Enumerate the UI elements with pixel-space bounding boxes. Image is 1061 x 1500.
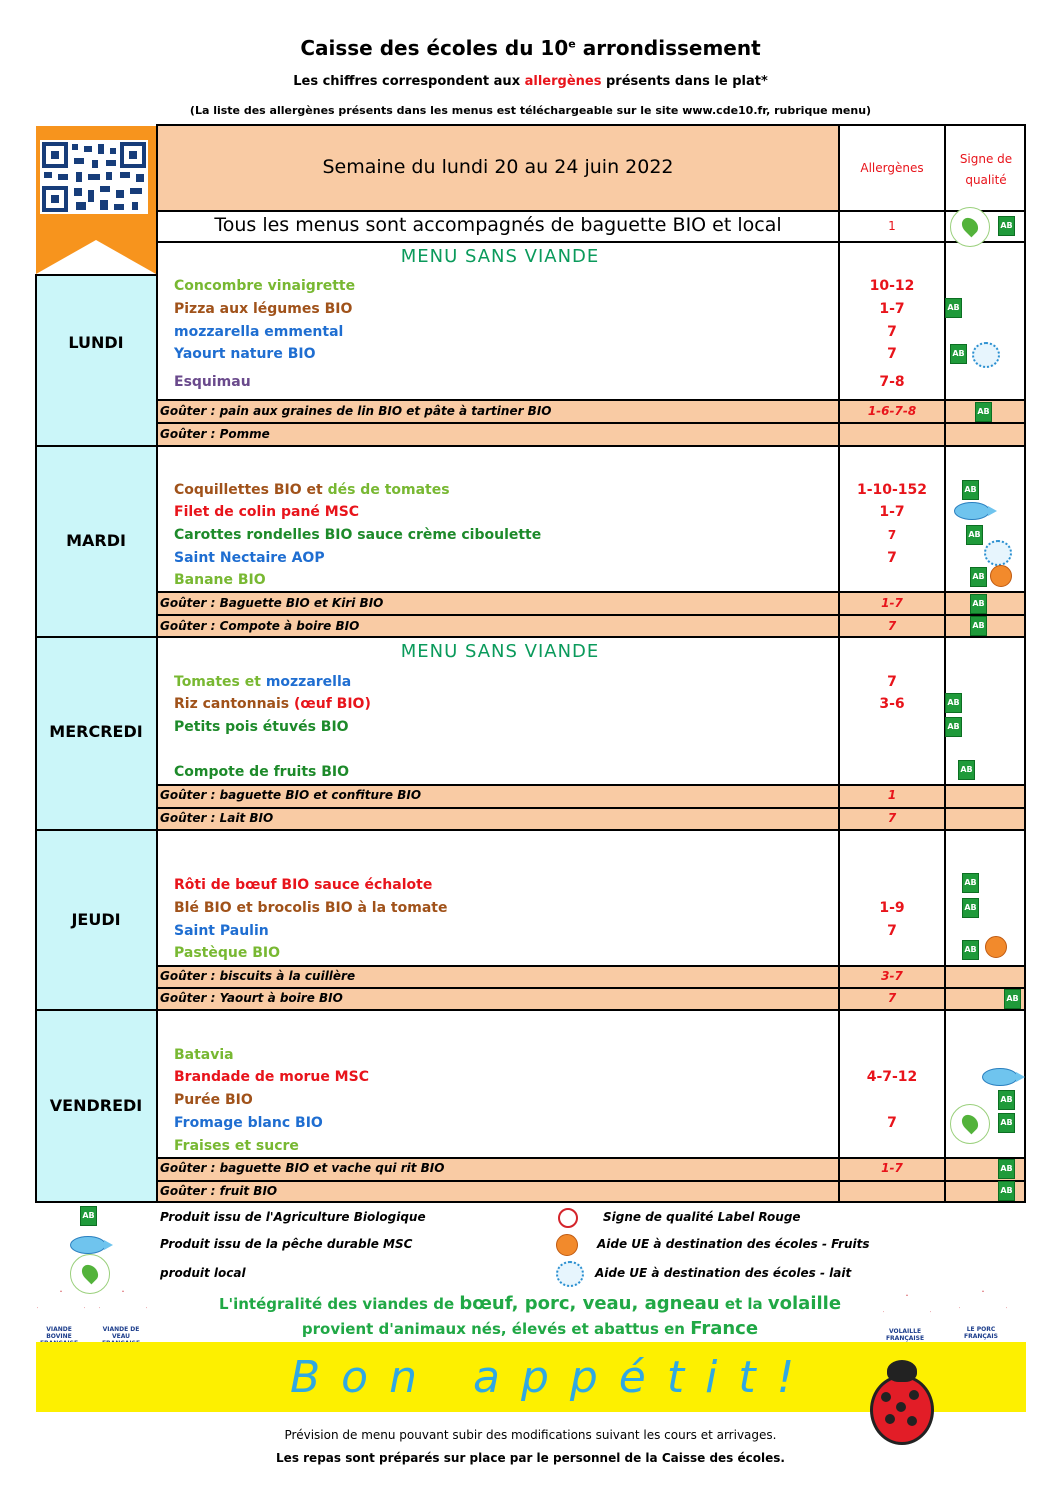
- allergen-code: 7: [887, 346, 897, 362]
- msc-fish-icon: [70, 1236, 106, 1254]
- allergen-code: 1-10-152: [856, 482, 928, 498]
- meatless-menu-banner: MENU SANS VIANDE: [400, 641, 600, 662]
- gouter-allergen: 1-6-7-8: [867, 404, 917, 418]
- gouter-row: [158, 424, 1024, 445]
- grid-line: [156, 241, 1026, 243]
- grid-line: [156, 1157, 1026, 1159]
- menu-item: Petits pois étuvés BIO: [174, 719, 349, 735]
- grid-line: [156, 784, 1026, 786]
- menu-item: Brandade de morue MSC: [174, 1069, 369, 1085]
- ab-organic-icon: AB: [966, 525, 983, 545]
- legend-msc: Produit issu de la pêche durable MSC: [160, 1237, 413, 1251]
- allergen-code: 7: [887, 1115, 897, 1131]
- gouter-allergen: 1-7: [881, 596, 903, 610]
- menu-item: Concombre vinaigrette: [174, 278, 356, 294]
- allergen-code: 7-8: [879, 374, 905, 390]
- menu-item: Pastèque BIO: [174, 945, 280, 961]
- gouter-item: Goûter : baguette BIO et confiture BIO: [160, 788, 422, 802]
- grid-line: [156, 591, 1026, 593]
- grid-line: [156, 210, 1026, 212]
- eu-milk-icon: [984, 540, 1012, 566]
- allergen-code: 1-7: [879, 504, 905, 520]
- week-title: Semaine du lundi 20 au 24 juin 2022: [322, 156, 674, 178]
- grid-line: [36, 829, 1026, 831]
- gouter-allergen: 1: [887, 788, 897, 802]
- menu-item: Coquillettes BIO et dés de tomates: [174, 482, 450, 498]
- grid-line: [36, 1009, 1026, 1011]
- menu-item: Esquimau: [174, 374, 251, 390]
- qr-code[interactable]: [40, 140, 148, 214]
- grid-line: [36, 445, 1026, 447]
- footer-staff-note: Les repas sont préparés sur place par le personnel de la Caisse des écoles.: [276, 1451, 785, 1465]
- eu-milk-icon: [556, 1261, 584, 1287]
- gouter-item: Goûter : fruit BIO: [160, 1184, 278, 1198]
- gouter-item: Goûter : Yaourt à boire BIO: [160, 991, 343, 1005]
- msc-fish-icon: [954, 502, 990, 520]
- bread-line: Tous les menus sont accompagnés de baguette BIO et local: [214, 214, 782, 236]
- menu-item: Blé BIO et brocolis BIO à la tomate: [174, 900, 448, 916]
- ab-organic-icon: AB: [970, 594, 987, 614]
- bon-appetit-text: Bon appétit!: [290, 1352, 816, 1403]
- footer-disclaimer: Prévision de menu pouvant subir des modifications suivant les cours et arrivages.: [284, 1428, 777, 1442]
- grid-line: [156, 987, 1026, 989]
- gouter-item: Goûter : Lait BIO: [160, 811, 274, 825]
- menu-item: Rôti de bœuf BIO sauce échalote: [174, 877, 433, 893]
- grid-line: [36, 1201, 1026, 1203]
- grid-line: [156, 422, 1026, 424]
- allergen-code: 7: [887, 550, 897, 566]
- day-mercredi: MERCREDI: [49, 722, 143, 741]
- allergen-code: 7: [887, 674, 897, 690]
- ab-organic-icon: AB: [962, 873, 979, 893]
- gouter-allergen: 3-7: [881, 969, 903, 983]
- page-subtitle: Les chiffres correspondent aux allergènes présents dans le plat*: [293, 74, 768, 89]
- grid-line: [156, 399, 1026, 401]
- grid-line: [156, 807, 1026, 809]
- ab-organic-icon: AB: [80, 1206, 97, 1226]
- grid-line: [156, 614, 1026, 616]
- local-product-icon: [950, 1104, 990, 1144]
- menu-item: Tomates et mozzarella: [174, 674, 352, 690]
- allergen-code: 10-12: [869, 278, 915, 294]
- eu-fruit-icon: [990, 565, 1012, 587]
- ab-organic-icon: AB: [950, 344, 967, 364]
- lundi-cell: [36, 274, 156, 446]
- ab-organic-icon: AB: [1004, 989, 1021, 1009]
- menu-item: Fromage blanc BIO: [174, 1115, 323, 1131]
- ab-organic-icon: AB: [962, 940, 979, 960]
- allergen-code: 7: [887, 923, 897, 939]
- eu-fruit-icon: [985, 936, 1007, 958]
- gouter-allergen: 1-7: [881, 1161, 903, 1175]
- menu-item: Banane BIO: [174, 572, 266, 588]
- allergen-code: 7: [887, 324, 897, 340]
- ab-organic-icon: AB: [998, 1113, 1015, 1133]
- allergen-code: 1-7: [879, 301, 905, 317]
- gouter-item: Goûter : Baguette BIO et Kiri BIO: [160, 596, 384, 610]
- meatless-menu-banner: MENU SANS VIANDE: [400, 246, 600, 267]
- grid-line: [36, 636, 1026, 638]
- gouter-item: Goûter : Compote à boire BIO: [160, 619, 360, 633]
- allergen-code: 3-6: [879, 696, 905, 712]
- volaille-logo-text: VOLAILLE FRANÇAISE: [885, 1328, 925, 1342]
- menu-item: Pizza aux légumes BIO: [174, 301, 353, 317]
- local-product-icon: [70, 1254, 110, 1294]
- ab-organic-icon: AB: [998, 1181, 1015, 1201]
- grid-line: [156, 124, 1026, 126]
- viande-bovine-logo-text: VIANDE BOVINE: [46, 1326, 72, 1340]
- legend-ue-fruits: Aide UE à destination des écoles - Fruits: [597, 1237, 870, 1251]
- menu-item: Compote de fruits BIO: [174, 764, 350, 780]
- allergen-code: 7: [887, 528, 897, 542]
- grid-line: [36, 274, 156, 276]
- ab-organic-icon: AB: [945, 717, 962, 737]
- ab-organic-icon: AB: [998, 1159, 1015, 1179]
- menu-item: mozzarella emmental: [174, 324, 344, 340]
- menu-item: Carottes rondelles BIO sauce crème ciboulette: [174, 527, 542, 543]
- eu-fruit-icon: [556, 1234, 578, 1256]
- gouter-item: Goûter : biscuits à la cuillère: [160, 969, 356, 983]
- legend-ue-lait: Aide UE à destination des écoles - lait: [595, 1266, 852, 1280]
- ab-organic-icon: AB: [945, 298, 962, 318]
- menu-item: Riz cantonnais (œuf BIO): [174, 696, 371, 712]
- legend-local: produit local: [160, 1266, 246, 1280]
- allergen-code: 1-9: [879, 900, 905, 916]
- menu-item: Filet de colin pané MSC: [174, 504, 360, 520]
- grid-line: [156, 1180, 1026, 1182]
- ab-organic-icon: AB: [998, 1090, 1015, 1110]
- ab-organic-icon: AB: [958, 760, 975, 780]
- menu-item: Fraises et sucre: [174, 1138, 299, 1154]
- menu-item: Saint Paulin: [174, 923, 269, 939]
- ab-organic-icon: AB: [970, 616, 987, 636]
- viande-veau-logo-text: VIANDE DE VEAU: [102, 1326, 140, 1340]
- gouter-item: Goûter : pain aux graines de lin BIO et pâte à tartiner BIO: [160, 404, 552, 418]
- grid-line: [156, 965, 1026, 967]
- meat-origin-line-2: provient d'animaux nés, élevés et abattus en France: [301, 1318, 759, 1339]
- legend-label-rouge: Signe de qualité Label Rouge: [603, 1210, 801, 1224]
- menu-item: Batavia: [174, 1047, 234, 1063]
- porc-logo-text: LE PORC FRANÇAIS: [964, 1326, 998, 1340]
- gouter-allergen: 7: [887, 811, 897, 825]
- legend-bio: Produit issu de l'Agriculture Biologique: [160, 1210, 426, 1224]
- bread-allergen: 1: [888, 219, 896, 233]
- ab-organic-icon: AB: [970, 567, 987, 587]
- gouter-allergen: 7: [887, 991, 897, 1005]
- quality-column-header: Signe de qualité: [959, 152, 1013, 187]
- ab-organic-icon: AB: [998, 216, 1015, 236]
- page-title: Caisse des écoles du 10e arrondissement: [300, 36, 761, 60]
- eu-milk-icon: [972, 342, 1000, 368]
- day-vendredi: VENDREDI: [49, 1096, 143, 1115]
- ab-organic-icon: AB: [975, 402, 992, 422]
- allergen-note: (La liste des allergènes présents dans les menus est téléchargeable sur le site www.cde10.fr, rubrique menu): [189, 104, 872, 117]
- allergen-code: 4-7-12: [866, 1069, 918, 1085]
- gouter-item: Goûter : baguette BIO et vache qui rit BIO: [160, 1161, 445, 1175]
- local-product-icon: [950, 207, 990, 247]
- grid-line: [944, 124, 946, 1203]
- day-lundi: LUNDI: [68, 333, 124, 352]
- menu-item: Yaourt nature BIO: [174, 346, 316, 362]
- ab-organic-icon: AB: [962, 480, 979, 500]
- ab-organic-icon: AB: [945, 693, 962, 713]
- day-mardi: MARDI: [66, 531, 126, 550]
- grid-line: [156, 124, 158, 1203]
- menu-item: Saint Nectaire AOP: [174, 550, 325, 566]
- allergens-column-header: Allergènes: [860, 161, 924, 175]
- gouter-row: [158, 1181, 1024, 1201]
- meat-origin-line-1: L'intégralité des viandes de bœuf, porc, veau, agneau et la volaille: [218, 1293, 842, 1314]
- label-rouge-icon: [558, 1208, 578, 1228]
- grid-line: [1024, 124, 1026, 1203]
- menu-item: Purée BIO: [174, 1092, 253, 1108]
- ab-organic-icon: AB: [962, 898, 979, 918]
- day-jeudi: JEUDI: [71, 910, 121, 929]
- gouter-allergen: 7: [887, 619, 897, 633]
- gouter-item: Goûter : Pomme: [160, 427, 270, 441]
- msc-fish-icon: [982, 1068, 1018, 1086]
